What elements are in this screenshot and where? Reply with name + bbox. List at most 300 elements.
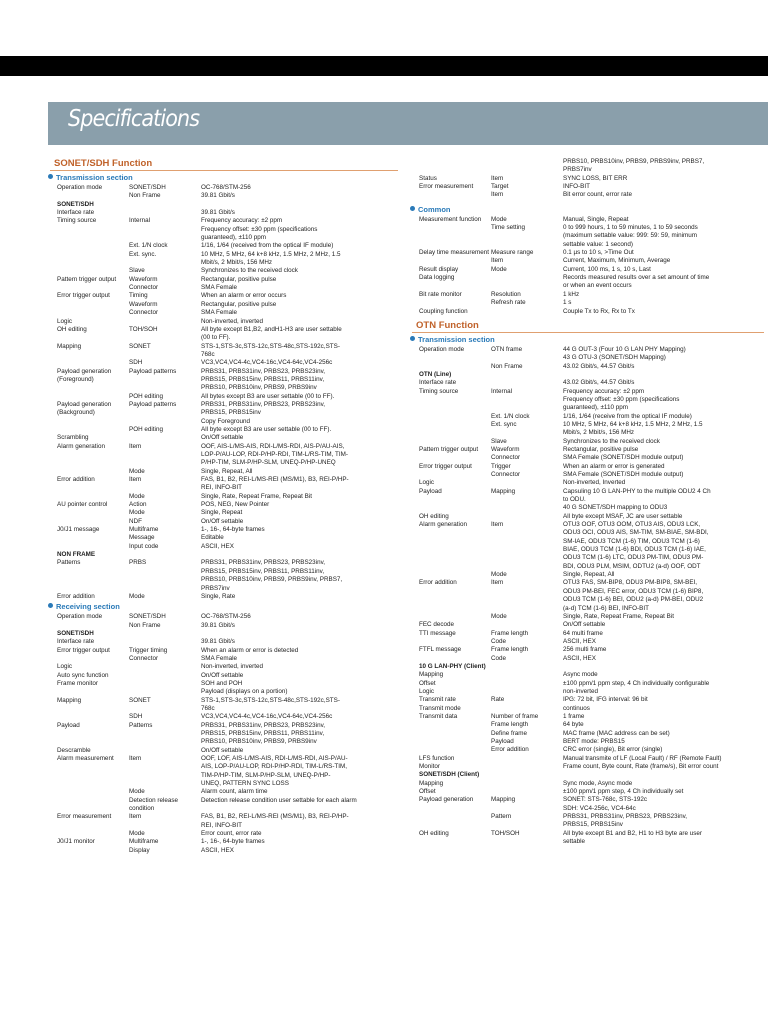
spec-value: FAS, B1, B2, REI-L/MS-REI (MS/M1), B3, REI-P/HP- — [201, 813, 349, 821]
spec-item: SONET/SDH — [57, 200, 94, 208]
spec-subitem: Ext. sync. — [129, 250, 157, 258]
spec-subitem — [491, 354, 563, 362]
spec-subitem — [491, 479, 563, 487]
spec-value: (a-d) TCM (1-6) BEI, INFO-BIT — [563, 604, 649, 612]
spec-row — [50, 655, 398, 663]
right-column — [412, 158, 764, 846]
spec-subitem: Mode — [129, 830, 145, 838]
spec-item — [50, 192, 129, 200]
spec-item — [50, 251, 129, 259]
spec-row — [50, 551, 398, 559]
spec-subitem: Detection release condition — [129, 796, 179, 813]
spec-value: On/Off settable — [201, 434, 244, 442]
spec-row — [50, 697, 398, 705]
spec-subitem — [129, 730, 201, 738]
spec-value: UNEQ, PATTERN SYNC LOSS — [201, 780, 289, 788]
spec-row — [412, 596, 764, 604]
spec-item — [50, 459, 129, 467]
spec-item — [50, 226, 129, 234]
spec-item — [50, 426, 129, 434]
spec-subitem: Mode — [129, 492, 145, 500]
spec-row — [412, 241, 764, 249]
spec-value — [563, 371, 764, 379]
spec-value: All bytes except B3 are user settable (00 to FF). — [201, 392, 335, 400]
spec-subitem — [491, 588, 563, 596]
spec-row — [50, 459, 398, 467]
spec-item: Logic — [419, 687, 435, 695]
spec-item — [412, 354, 491, 362]
spec-item: Operation mode — [419, 345, 465, 353]
spec-subitem — [129, 585, 201, 593]
spec-value: PRBS31, PRBS31inv, PRBS23, PRBS23inv, — [201, 559, 326, 567]
spec-item — [412, 421, 491, 429]
spec-row — [50, 443, 398, 451]
spec-item: Error trigger output — [57, 646, 110, 654]
spec-value: Capsuling 10 G LAN-PHY to the multiple ODU2 4 Ch — [563, 487, 711, 495]
spec-row — [412, 696, 764, 704]
spec-item — [412, 504, 491, 512]
spec-row — [412, 529, 764, 537]
spec-value: ±100 ppm/1 ppm step, 4 Ch individually configurable — [563, 679, 710, 687]
spec-subitem — [129, 451, 201, 459]
spec-row — [412, 282, 764, 290]
spec-value: PRBS31, PRBS31inv, PRBS23, PRBS23inv, — [201, 367, 326, 375]
spec-item — [412, 571, 491, 579]
spec-item: FTFL message — [419, 646, 462, 654]
spec-value: All byte except B1 and B2, H1 to H3 byte are user — [563, 829, 702, 837]
spec-subitem — [129, 763, 201, 771]
spec-item — [412, 166, 491, 174]
right-top-rows — [412, 158, 764, 200]
spec-subitem — [129, 209, 201, 217]
spec-value: OTU3 OOF, OTU3 OOM, OTU3 AIS, ODU3 LCK, — [563, 521, 701, 529]
spec-row — [50, 318, 398, 326]
spec-item — [50, 468, 129, 476]
spec-value: OC-768/STM-256 — [201, 613, 251, 621]
common-block — [412, 205, 764, 316]
spec-row — [50, 830, 398, 838]
spec-item — [412, 471, 491, 479]
spec-value — [201, 201, 398, 209]
spec-item: Error measurement — [57, 813, 112, 821]
spec-row — [50, 772, 398, 780]
spec-item: Error trigger output — [419, 462, 472, 470]
spec-value: Synchronizes to the received clock — [201, 267, 298, 275]
spec-value: Single, Repeat — [201, 509, 243, 517]
spec-value: Error count, error rate — [201, 830, 262, 838]
spec-value: (maximum settable value: 999: 59: 59, minimum — [563, 232, 698, 240]
spec-row — [412, 471, 764, 479]
spec-subitem: Code — [491, 637, 507, 645]
spec-item — [50, 301, 129, 309]
spec-subitem: Rate — [491, 696, 505, 704]
spec-item — [412, 721, 491, 729]
spec-row — [412, 646, 764, 654]
spec-subitem — [129, 418, 201, 426]
spec-value: Synchronizes to the received clock — [563, 437, 660, 445]
spec-value: When an alarm or error is detected — [201, 646, 299, 654]
spec-value: PRBS10, PRBS10inv, PRBS9, PRBS9inv, PRBS7, — [563, 158, 705, 165]
spec-item: Status — [419, 174, 437, 182]
spec-item: Error measurement — [419, 183, 474, 191]
spec-subitem — [129, 822, 201, 830]
spec-item: J0/J1 monitor — [57, 838, 95, 846]
spec-row — [412, 446, 764, 454]
spec-item: Interface rate — [57, 638, 95, 646]
page-title: Specifications — [68, 106, 200, 132]
spec-value: PRBS7inv — [201, 584, 230, 592]
spec-row — [412, 630, 764, 638]
spec-item: Descramble — [57, 746, 91, 754]
spec-row — [50, 217, 398, 225]
spec-item — [50, 705, 129, 713]
spec-row — [412, 496, 764, 504]
spec-value: SMA Female (SONET/SDH module output) — [563, 471, 684, 478]
spec-value: When an alarm or error occurs — [201, 292, 287, 300]
spec-row — [50, 284, 398, 292]
bullet-icon — [48, 174, 53, 179]
spec-row — [412, 671, 764, 679]
spec-subitem: Item — [491, 257, 504, 265]
spec-value: settable — [563, 838, 586, 846]
spec-subitem: Connector — [129, 309, 159, 317]
spec-subitem — [491, 529, 563, 537]
spec-row — [412, 299, 764, 307]
spec-subitem: PRBS — [129, 559, 147, 567]
spec-item: Mapping — [57, 696, 82, 704]
spec-item: Operation mode — [57, 184, 103, 191]
spec-value: INFO-BIT — [563, 183, 590, 191]
spec-row — [50, 568, 398, 576]
spec-value: Payload (displays on a portion) — [201, 688, 288, 696]
spec-subitem: Mode — [129, 467, 145, 475]
spec-subitem: Mode — [491, 612, 507, 620]
spec-subitem — [491, 504, 563, 512]
spec-subitem: Connector — [491, 471, 521, 478]
spec-item — [412, 638, 491, 646]
spec-value: OOF, LOF, AIS-L/MS-AIS, RDI-L/MS-RDI, AIS-P/AU- — [201, 755, 348, 763]
spec-value: PRBS31, PRBS31inv, PRBS23, PRBS23inv, — [563, 813, 688, 821]
spec-subitem — [129, 630, 201, 638]
spec-item — [412, 224, 491, 232]
spec-item: Timing source — [57, 217, 97, 225]
spec-subitem — [491, 680, 563, 688]
spec-value: PRBS15, PRBS15inv, PRBS11, PRBS11inv, — [201, 730, 325, 737]
spec-row — [412, 613, 764, 621]
spec-value: ASCII, HEX — [563, 654, 596, 662]
spec-item — [412, 738, 491, 746]
left-column — [50, 158, 398, 855]
spec-value: Single, Repeat, All — [563, 571, 615, 579]
spec-row — [50, 242, 398, 250]
spec-value: PRBS31, PRBS31inv, PRBS23, PRBS23inv, — [201, 400, 326, 408]
spec-subitem: Non Frame — [129, 621, 161, 629]
spec-item: OH editing — [57, 325, 87, 333]
spec-value: Manual, Single, Repeat — [563, 215, 629, 223]
spec-item: OH editing — [419, 512, 449, 520]
spec-item: J0/J1 message — [57, 526, 100, 534]
spec-value: ODU3 PM-BEI, FEC error, ODU3 TCM (1-6) BIP8, — [563, 587, 704, 595]
spec-item — [412, 546, 491, 554]
spec-item — [412, 655, 491, 663]
spec-subitem — [491, 379, 563, 387]
spec-subitem: Frame length — [491, 629, 529, 637]
spec-value: (00 to FF). — [201, 334, 231, 342]
spec-subitem — [491, 538, 563, 546]
spec-value: Detection release condition user settable for each alarm — [201, 796, 357, 804]
spec-item — [50, 518, 129, 526]
spec-value: On/Off settable — [563, 621, 606, 629]
spec-item: Transmit data — [419, 712, 458, 720]
bullet-icon — [410, 206, 415, 211]
spec-value: 0 to 999 hours, 1 to 59 minutes, 1 to 59 seconds — [563, 224, 698, 232]
spec-row — [50, 534, 398, 542]
spec-value: PRBS10, PRBS10inv, PRBS9, PRBS9inv, PRBS7, — [201, 576, 343, 584]
spec-row — [412, 266, 764, 274]
spec-subitem: TOH/SOH — [129, 325, 158, 333]
spec-subitem — [129, 551, 201, 559]
spec-row — [412, 175, 764, 183]
spec-row — [50, 613, 398, 621]
spec-value: 256 multi frame — [563, 646, 607, 654]
spec-subitem — [491, 546, 563, 554]
spec-item — [50, 847, 129, 855]
spec-row — [412, 663, 764, 671]
spec-item: Pattern trigger output — [57, 275, 117, 283]
spec-row — [50, 267, 398, 275]
spec-value: BIAE, ODU3 TCM (1-6) BDI, ODU3 TCM (1-6) IAE, — [563, 546, 706, 554]
spec-subitem: Mode — [491, 215, 507, 223]
spec-item — [50, 655, 129, 663]
spec-row — [50, 838, 398, 846]
spec-subitem: Timing — [129, 292, 148, 300]
spec-subitem: Connector — [129, 654, 159, 662]
spec-row — [50, 259, 398, 267]
spec-subitem: Slave — [491, 437, 507, 445]
spec-value: BDI, ODU3 PLM, MSIM, ODTU2 (a-d) OOF, ODT — [563, 562, 701, 570]
spec-row — [50, 476, 398, 484]
spec-item: Bit rate monitor — [419, 290, 462, 298]
spec-row — [50, 501, 398, 509]
spec-item: Offset — [419, 679, 436, 687]
spec-value: ODU3 OCI, ODU3 AIS, SM-TIM, SM-BIAE, SM-BDI, — [563, 529, 709, 537]
spec-value: Sync mode, Async mode — [563, 779, 633, 787]
spec-row — [412, 579, 764, 587]
spec-value: 1-, 16-, 64-byte frames — [201, 526, 265, 534]
spec-value: 64 multi frame — [563, 629, 603, 637]
spec-subitem: POH editing — [129, 425, 163, 433]
spec-subitem — [129, 409, 201, 417]
spec-row — [412, 788, 764, 796]
spec-subitem: Waveform — [491, 445, 520, 453]
spec-value: All byte except B3 are user settable (00 to FF). — [201, 425, 332, 433]
spec-row — [50, 301, 398, 309]
spec-subitem — [491, 705, 563, 713]
spec-subitem — [129, 259, 201, 267]
spec-row — [50, 192, 398, 200]
spec-value: Frame count, Byte count, Rate (frame/s), Bit error count — [563, 763, 719, 771]
spec-row — [50, 251, 398, 259]
spec-value: Non-inverted, inverted — [201, 663, 263, 671]
spec-value: On/Off settable — [201, 671, 244, 679]
spec-subitem: Item — [491, 191, 504, 199]
spec-item — [412, 438, 491, 446]
spec-row — [412, 388, 764, 396]
spec-subitem: Pattern — [491, 813, 512, 821]
spec-row — [50, 559, 398, 567]
spec-row — [50, 493, 398, 501]
spec-value — [201, 551, 398, 559]
spec-subitem: SONET — [129, 342, 151, 350]
spec-row — [50, 409, 398, 417]
spec-row — [50, 705, 398, 713]
spec-value: OTU3 FAS, SM-BIP8, ODU3 PM-BIP8, SM-BEI, — [563, 579, 698, 587]
spec-row — [412, 538, 764, 546]
spec-subitem: Mode — [129, 509, 145, 517]
spec-row — [412, 796, 764, 804]
spec-subitem — [491, 232, 563, 240]
subsection-heading — [48, 602, 398, 612]
subsection-heading-text: Common — [418, 204, 451, 214]
spec-row — [50, 468, 398, 476]
spec-subitem — [129, 705, 201, 713]
spec-subitem: Connector — [491, 454, 521, 462]
spec-subitem: SONET/SDH — [129, 613, 166, 621]
spec-value: Current, Maximum, Minimum, Average — [563, 257, 671, 265]
spec-row — [412, 655, 764, 663]
spec-value: SOH and POH — [201, 679, 243, 687]
spec-value: 1/16, 1/64 (received from the optical IF module) — [201, 242, 334, 250]
spec-item — [412, 496, 491, 504]
spec-value: ASCII, HEX — [563, 637, 596, 645]
spec-row — [412, 421, 764, 429]
spec-item: SONET/SDH — [57, 629, 94, 637]
spec-subitem: Ext. 1/N clock — [491, 412, 530, 420]
spec-value: Manual transmite of LF (Local Fault) / RF (Remote Fault) — [563, 754, 722, 762]
spec-item: Alarm measurement — [57, 755, 114, 763]
spec-row — [50, 688, 398, 696]
spec-item — [50, 534, 129, 542]
spec-row — [50, 309, 398, 317]
spec-row — [412, 688, 764, 696]
spec-item — [50, 509, 129, 517]
spec-row — [412, 721, 764, 729]
spec-item — [50, 484, 129, 492]
spec-subitem — [491, 308, 563, 316]
spec-item — [412, 429, 491, 437]
spec-value: 1-, 16-, 64-byte frames — [201, 838, 265, 846]
spec-value: 40 G SONET/SDH mapping to ODU3 — [563, 504, 668, 512]
spec-row — [412, 191, 764, 199]
spec-value: or when an event occurs — [563, 282, 632, 290]
spec-item — [412, 191, 491, 199]
spec-item — [412, 363, 491, 371]
spec-item: Payload — [419, 487, 442, 495]
spec-item: Logic — [419, 479, 435, 487]
spec-item — [412, 413, 491, 421]
spec-subitem — [491, 274, 563, 282]
spec-value: ODU3 TCM (1-6) LTC, ODU3 PM-TIM, ODU3 PM- — [563, 554, 704, 562]
spec-subitem — [491, 404, 563, 412]
spec-subitem: Waveform — [129, 275, 158, 283]
spec-row — [50, 847, 398, 855]
spec-row — [50, 730, 398, 738]
spec-row — [412, 621, 764, 629]
spec-row — [412, 771, 764, 779]
spec-value: settable value: 1 second) — [563, 240, 634, 248]
spec-row — [412, 479, 764, 487]
spec-subitem — [129, 201, 201, 209]
spec-subitem — [491, 554, 563, 562]
spec-item — [50, 585, 129, 593]
spec-value: BERT mode: PRBS15 — [563, 738, 625, 745]
spec-value: SONET: STS-768c, STS-192c — [563, 796, 647, 804]
spec-row — [412, 563, 764, 571]
spec-row — [412, 513, 764, 521]
spec-subitem — [491, 805, 563, 813]
spec-value: Single, Rate — [201, 592, 236, 600]
spec-value — [563, 663, 764, 671]
left-blocks — [50, 173, 398, 855]
spec-value: All byte except MSAF, JC are user settable — [563, 512, 683, 520]
spec-item: OTN (Line) — [419, 370, 452, 378]
spec-item: Transmit rate — [419, 696, 456, 704]
spec-value: 1/16, 1/64 (receive from the optical IF module) — [563, 412, 692, 420]
spec-value: Editable — [201, 534, 224, 542]
bullet-icon — [410, 336, 415, 341]
spec-subitem: Trigger timing — [129, 646, 168, 654]
spec-row — [50, 184, 398, 192]
spec-value: PRBS31, PRBS31inv, PRBS23, PRBS23inv, — [201, 721, 326, 729]
spec-subitem: Mapping — [491, 487, 516, 495]
spec-value: ±100 ppm/1 ppm step, 4 Ch individually set — [563, 788, 684, 796]
spec-value: PRBS15, PRBS15inv, PRBS11, PRBS11inv, — [201, 567, 325, 575]
spec-item — [50, 393, 129, 401]
spec-subitem: Waveform — [129, 300, 158, 308]
spec-row — [50, 376, 398, 384]
spec-value: Frequency offset: ±30 ppm (specifications — [563, 395, 680, 403]
spec-value: Mbit/s, 2 Mbit/s, 156 MHz — [563, 429, 635, 437]
spec-value: 44 G OUT-3 (Four 10 G LAN PHY Mapping) — [563, 345, 686, 353]
spec-value: OOF, AIS-L/MS-AIS, RDI-L/MS-RDI, AIS-P/AU-AIS, — [201, 442, 345, 450]
spec-subitem — [491, 771, 563, 779]
spec-value: 1 frame — [563, 712, 585, 720]
spec-item — [412, 232, 491, 240]
spec-value: Records measured results over a set amount of time — [563, 274, 710, 282]
spec-row — [50, 813, 398, 821]
spec-item: SONET/SDH (Client) — [419, 771, 480, 779]
spec-item — [412, 588, 491, 596]
spec-item — [50, 780, 129, 788]
subsection-heading-text: Receiving section — [56, 602, 120, 612]
spec-item: Scrambling — [57, 434, 89, 442]
spec-item — [50, 738, 129, 746]
spec-item — [412, 396, 491, 404]
spec-row — [412, 755, 764, 763]
spec-value: When an alarm or error is generated — [563, 462, 665, 470]
spec-item — [50, 730, 129, 738]
spec-subitem — [491, 663, 563, 671]
spec-row — [50, 368, 398, 376]
spec-row — [412, 763, 764, 771]
spec-value: 64 byte — [563, 721, 584, 729]
spec-row — [50, 797, 398, 814]
spec-item — [412, 613, 491, 621]
spec-item: Interface rate — [419, 379, 457, 387]
spec-item: Alarm generation — [57, 442, 105, 450]
spec-subitem — [491, 605, 563, 613]
subsection-heading-text: Transmission section — [56, 173, 133, 182]
